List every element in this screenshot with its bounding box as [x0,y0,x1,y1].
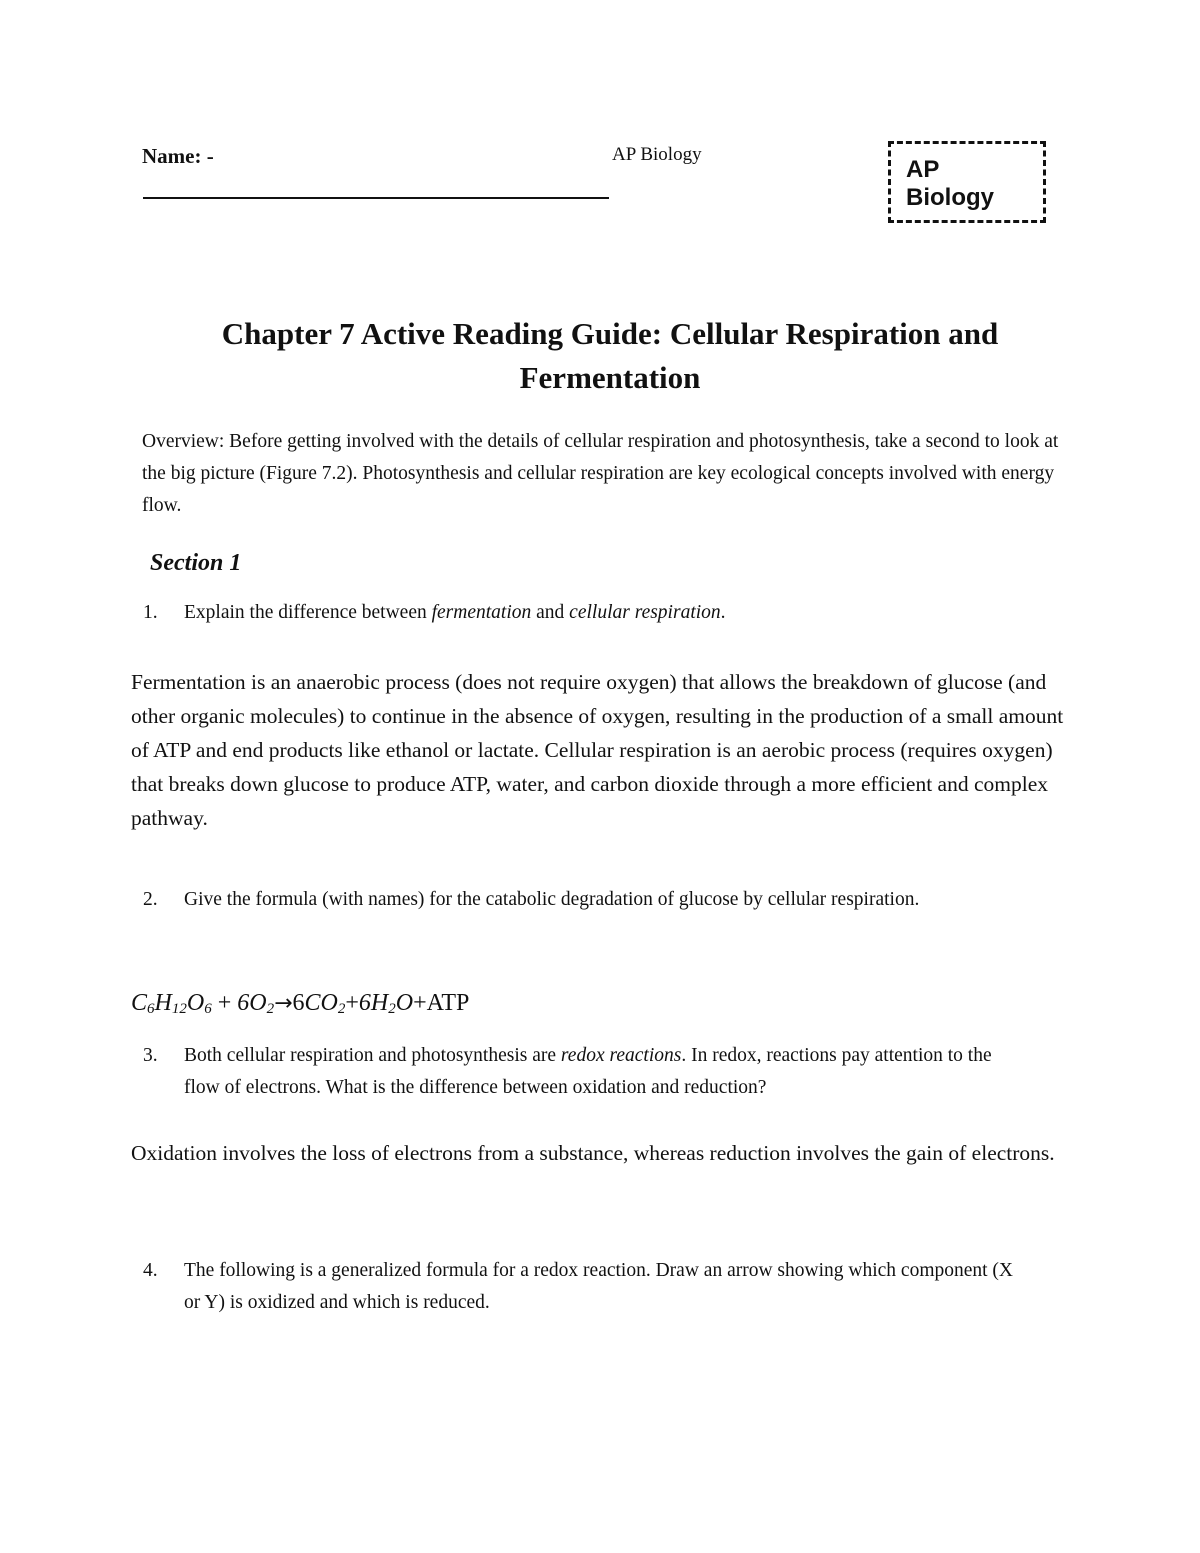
arrow-icon: → [274,991,293,1016]
name-blank-line[interactable] [143,197,609,199]
question-text: Give the formula (with names) for the catabolic degradation of glucose by cellular respiration. [184,889,920,910]
answer-1[interactable]: Fermentation is an anaerobic process (does not require oxygen) that allows the breakdown of glucose (and other organic molecules) to continue in the absence of oxygen, resulting in the production of a small amount of ATP and end products like ethanol or lactate. Cellular respiration is an aerobic process (requires oxygen) that breaks down glucose to produce ATP, water, and carbon dioxide through a more efficient and complex pathway. [131,670,1064,830]
name-label: Name: - [142,144,214,168]
question-number: 3. [143,1045,158,1066]
question-text: Both cellular respiration and photosynthesis are redox reactions. In redox, reactions pay attention to the flow of electrons. What is the difference between oxidation and reduction? [184,1045,992,1098]
term-fermentation: fermentation [431,602,532,623]
question-4 [143,1255,1043,1319]
ap-biology-logo [888,141,1046,223]
respiration-formula[interactable]: $C_6H_{12}O_6 + 6O_2\to 6CO_2+6H_2O+ATP$ [131,990,470,1017]
question-3 [143,1040,1043,1104]
answer-3[interactable]: Oxidation involves the loss of electrons from a substance, whereas reduction involves the gain of electrons. [131,1141,1055,1165]
question-text: The following is a generalized formula for a redox reaction. Draw an arrow showing which component (X or Y) is oxidized and which is reduced. [184,1260,1014,1313]
question-number: 2. [143,889,158,910]
term-redox-reactions: redox reactions [560,1045,682,1066]
question-number: 1. [143,602,158,623]
logo-line-2: Biology [906,184,994,211]
name-marker: - [206,144,214,168]
section-heading: Section 1 [150,550,242,576]
question-1 [143,597,1043,629]
overview-paragraph: Overview: Before getting involved with the details of cellular respiration and photosynthesis, take a second to look at the big picture (Figure 7.2). Photosynthesis and cellular respiration are key ecological concepts involved with energy flow. [142,431,1059,516]
course-label: AP Biology [612,144,702,165]
page-title: Chapter 7 Active Reading Guide: Cellular Respiration and Fermentation [221,316,999,395]
question-2 [143,884,1083,916]
logo-line-1: AP [906,156,940,183]
question-number: 4. [143,1260,158,1281]
term-cellular-respiration: cellular respiration [569,602,721,623]
question-text: Explain the difference between fermentation and cellular respiration. [184,602,726,623]
